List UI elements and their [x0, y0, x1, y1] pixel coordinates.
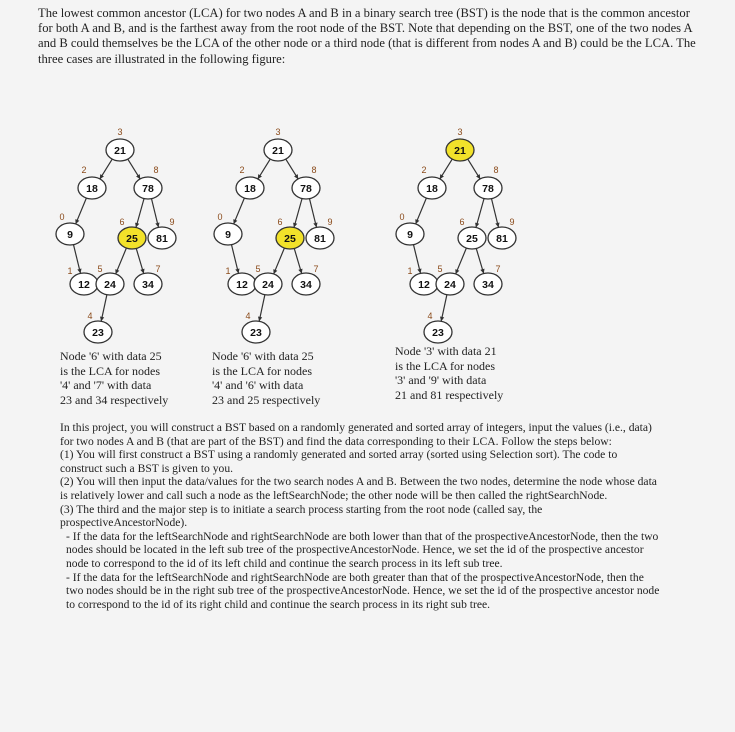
node-index-label: 9	[509, 217, 515, 227]
step-3-right-case: - If the data for the leftSearchNode and rightSearchNode are both greater than that of the prospectiveAncestorNode, then the two nodes should be in the right sub tree of the prospectiveAncestorNode. Hence, we set the id of the prospective ancestor node to correspond to the id of its right child and continue the search process in its right sub tree.	[66, 570, 660, 611]
step-3: (3) The third and the major step is to initiate a search process starting from the root node (called say, the prospectiveAncestorNode).	[60, 502, 543, 530]
caption-line: 23 and 34 respectively	[60, 392, 169, 407]
node-value: 34	[300, 279, 312, 291]
node-value: 24	[104, 279, 116, 291]
node-value: 23	[432, 327, 444, 339]
node-value: 18	[86, 183, 98, 195]
node-value: 12	[418, 279, 430, 291]
node-index-label: 3	[275, 127, 281, 137]
intro-paragraph	[38, 6, 698, 67]
tree-edge	[491, 198, 498, 228]
node-index-label: 8	[153, 165, 159, 175]
bst-tree-3	[396, 127, 516, 343]
tree-3-caption	[395, 344, 565, 402]
caption-line: '3' and '9' with data	[395, 373, 487, 388]
node-value: 24	[444, 279, 456, 291]
node-value: 9	[407, 229, 413, 241]
node-index-label: 4	[87, 311, 93, 321]
node-value: 21	[272, 145, 284, 157]
tree-2-caption	[212, 349, 382, 407]
caption-line: Node '6' with data 25	[212, 349, 314, 363]
step-1: (1) You will first construct a BST using a randomly generated and sorted array (sorted using Selection sort). The code to construct such a BST is given to you.	[60, 448, 618, 475]
node-value: 34	[142, 279, 154, 291]
tree-edge	[309, 198, 316, 228]
node-value: 34	[482, 279, 494, 291]
tree-edge	[476, 198, 484, 228]
caption-line: 23 and 25 respectively	[212, 392, 321, 407]
node-index-label: 6	[119, 217, 125, 227]
node-index-label: 4	[427, 311, 433, 321]
node-index-label: 8	[311, 165, 317, 175]
project-description	[60, 421, 660, 611]
node-value: 78	[142, 183, 154, 195]
node-value: 23	[92, 327, 104, 339]
node-value: 12	[236, 279, 248, 291]
node-index-label: 6	[277, 217, 283, 227]
node-value: 81	[156, 233, 168, 245]
node-index-label: 8	[493, 165, 499, 175]
node-index-label: 7	[495, 264, 501, 274]
caption-line: '4' and '6' with data	[212, 378, 304, 393]
node-index-label: 2	[239, 165, 245, 175]
tree-edge	[73, 244, 80, 274]
step-2: (2) You will then input the data/values for the two search nodes A and B. Between the two nodes, determine the node whose data is relatively lower and call such a node as the leftSearchNode; the other node will be then called the rightSearchNode.	[60, 475, 657, 502]
node-index-label: 2	[81, 165, 87, 175]
caption-line: Node '3' with data 21	[395, 344, 497, 358]
node-value: 24	[262, 279, 274, 291]
node-index-label: 0	[59, 212, 65, 222]
step-3-left-case: - If the data for the leftSearchNode and rightSearchNode are both lower than that of the prospectiveAncestorNode, then the two nodes should be located in the left sub tree of the prospectiveAncestorNode. Hence, we set the id of the prospective ancestor node to correspond to the id of its left child and continue the search process in its left sub tree.	[66, 529, 659, 570]
node-index-label: 9	[327, 217, 333, 227]
node-index-label: 0	[217, 212, 223, 222]
tree-edge	[151, 198, 158, 228]
caption-line: '4' and '7' with data	[60, 378, 152, 393]
node-value: 18	[426, 183, 438, 195]
node-value: 9	[67, 229, 73, 241]
node-value: 23	[250, 327, 262, 339]
caption-line: is the LCA for nodes	[395, 358, 495, 373]
bst-tree-2	[214, 127, 334, 343]
node-value: 81	[496, 233, 508, 245]
caption-line: 21 and 81 respectively	[395, 387, 504, 402]
tree-1-caption	[60, 349, 230, 407]
node-index-label: 1	[67, 266, 73, 276]
caption-line: Node '6' with data 25	[60, 349, 162, 363]
node-value: 25	[466, 233, 478, 245]
tree-edge	[413, 244, 420, 274]
node-index-label: 6	[459, 217, 465, 227]
node-index-label: 3	[457, 127, 463, 137]
tree-edge	[231, 244, 238, 274]
node-index-label: 1	[407, 266, 413, 276]
node-index-label: 2	[421, 165, 427, 175]
node-value: 18	[244, 183, 256, 195]
caption-line: is the LCA for nodes	[212, 363, 312, 378]
node-index-label: 4	[245, 311, 251, 321]
tree-edge	[294, 198, 302, 228]
node-index-label: 3	[117, 127, 123, 137]
caption-line: is the LCA for nodes	[60, 363, 160, 378]
node-index-label: 5	[97, 264, 103, 274]
node-value: 25	[126, 233, 138, 245]
node-index-label: 5	[255, 264, 261, 274]
node-index-label: 0	[399, 212, 405, 222]
bst-tree-1	[56, 127, 176, 343]
node-value: 9	[225, 229, 231, 241]
node-value: 25	[284, 233, 296, 245]
tree-edge	[136, 198, 144, 228]
node-index-label: 7	[313, 264, 319, 274]
body-paragraph: In this project, you will construct a BST based on a randomly generated and sorted array of integers, input the values (i.e., data) for two nodes A and B (that are part of the BST) and find the data corresponding to their LCA. Follow the steps below:	[60, 421, 652, 448]
intro-text: The lowest common ancestor (LCA) for two nodes A and B in a binary search tree (BST) is the node that is the common ancestor for both A and B, and is the farthest away from the root node of the BST. Note that depending on the BST, one of the two nodes A and B could themselves be the LCA of the other node or a third node (that is different from nodes A and B) could be the LCA. The three cases are illustrated in the following figure:	[38, 6, 696, 66]
node-index-label: 1	[225, 266, 231, 276]
node-value: 78	[482, 183, 494, 195]
node-value: 21	[114, 145, 126, 157]
node-value: 78	[300, 183, 312, 195]
node-value: 81	[314, 233, 326, 245]
node-index-label: 9	[169, 217, 175, 227]
node-index-label: 5	[437, 264, 443, 274]
node-value: 12	[78, 279, 90, 291]
node-value: 21	[454, 145, 466, 157]
node-index-label: 7	[155, 264, 161, 274]
